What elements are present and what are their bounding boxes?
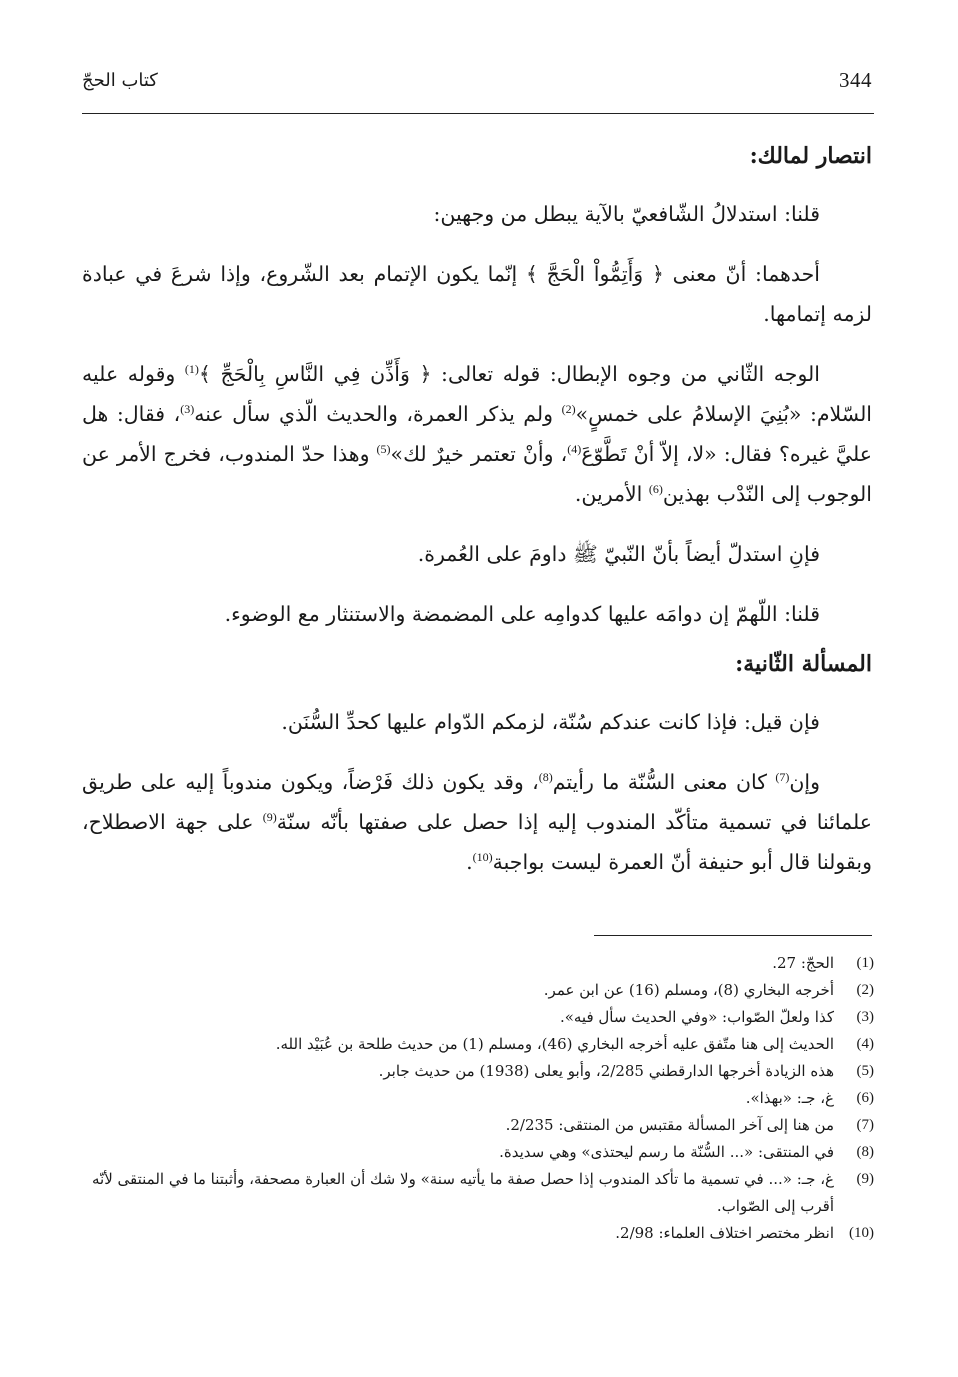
footnote-text: غ، جـ: «... في تسمية ما تأكد المندوب إذا حصل صفة ما يأتيه سنة» ولا شك أن العبارة مصحفة، وأثبتنا ما في المنتقى لأنّه أقرب إلى الصّواب. [92, 1170, 834, 1215]
footnote-number: (3) [856, 1009, 874, 1025]
page-number: 344 [839, 68, 872, 92]
footnote-text: أخرجه البخاري (8)، ومسلم (16) عن ابن عمر. [543, 981, 834, 999]
text-run: وإن [789, 770, 820, 794]
footnote-item [82, 1004, 874, 1031]
footnote-ref: (8) [538, 770, 553, 785]
footnote-item [82, 1031, 874, 1058]
text-run: ، وأنْ تعتمر خيرٌ لك» [390, 442, 568, 466]
paragraph-3 [82, 354, 872, 514]
footnote-ref: (6) [648, 482, 663, 497]
footnote-number: (2) [856, 982, 874, 998]
footnote-number: (1) [856, 955, 874, 971]
text-run: الوجه الثّاني من وجوه الإبطال: قوله تعالى: ﴿ وَأَذِّن فِي النَّاسِ بِالْحَجِّ ﴾ [198, 362, 820, 386]
footnotes [82, 950, 874, 1247]
footnote-ref: (10) [472, 850, 493, 865]
footnote-ref: (3) [180, 402, 195, 417]
footnote-ref: (4) [567, 442, 582, 457]
footnote-number: (5) [856, 1063, 874, 1079]
paragraph-2: أحدهما: أنّ معنى ﴿ وَأَتِمُّواْ الْحَجَّ ﴾ إنّما يكون الإتمام بعد الشّروع، وإذا شرعَ في عبادة لزمه إتمامها. [82, 262, 872, 326]
footnote-text: من هنا إلى آخر المسألة مقتبس من المنتقى: 2/235. [505, 1116, 834, 1134]
footnote-item [82, 1139, 874, 1166]
footnote-separator [594, 935, 872, 936]
main-text [82, 128, 872, 892]
footnote-text: في المنتقى: «... السُّنّة ما رسم ليحتذى» وهي سديدة. [499, 1143, 834, 1161]
footnote-item [82, 1058, 874, 1085]
footnote-item [82, 1112, 874, 1139]
footnote-item [82, 1166, 874, 1220]
text-run: ولم يذكر العمرة، والحديث الّذي سأل عنه [194, 402, 562, 426]
section-heading-2: المسألة الثّانية: [735, 651, 872, 677]
section-heading-1: انتصار لمالك: [749, 143, 872, 169]
footnote-number: (9) [856, 1171, 874, 1187]
paragraph-7 [82, 762, 872, 882]
footnote-text: غ، جـ: «بهذا». [745, 1089, 834, 1107]
footnote-item [82, 1220, 874, 1247]
running-title: كتاب الحجّ [82, 70, 158, 91]
footnote-number: (8) [856, 1144, 874, 1160]
footnote-text: الحديث إلى هنا متّفق عليه أخرجه البخاري (46)، ومسلم (1) من حديث طلحة بن عُبَيْد الله. [275, 1035, 834, 1053]
footnote-ref: (2) [561, 402, 576, 417]
footnote-item [82, 950, 874, 977]
footnote-number: (7) [856, 1117, 874, 1133]
text-run: وقوله عليه السّلام: «بُنِيَ الإسلامُ على خمسٍ» [82, 362, 873, 426]
footnote-item [82, 977, 874, 1004]
text-run: وهذا حدّ المندوب، فخرج الأمر عن الوجوب إلى النّدْب بهذين [82, 442, 872, 506]
text-run: على جهة الاصطلاح، وبقولنا قال أبو حنيفة أنّ العمرة ليست بواجبة [82, 810, 872, 874]
footnote-ref: (9) [262, 810, 277, 825]
paragraph-4: فإنِ استدلّ أيضاً بأنّ النّبيّ ﷺ داومَ على العُمرة. [417, 542, 820, 566]
footnote-ref: (5) [376, 442, 391, 457]
footnote-ref: (1) [184, 362, 199, 377]
footnote-number: (6) [856, 1090, 874, 1106]
footnote-number: (10) [849, 1225, 874, 1241]
footnote-text: الحجّ: 27. [772, 954, 834, 972]
text-run: كان معنى السُّنّة ما رأيتم [552, 770, 776, 794]
footnote-ref: (7) [775, 770, 790, 785]
header-rule [82, 113, 874, 114]
footnote-text: انظر مختصر اختلاف العلماء: 2/98. [615, 1224, 834, 1242]
paragraph-1: قلنا: استدلالُ الشّافعيّ بالآية يبطل من وجهين: [433, 202, 820, 226]
footnote-item [82, 1085, 874, 1112]
footnote-text: كذا ولعلّ الصّواب: «وفي الحديث سأل فيه». [559, 1008, 834, 1026]
paragraph-6: فإن قيل: فإذا كانت عندكم سُنّة، لزمكم الدّوام عليها كحدِّ السُّنَن. [281, 710, 820, 734]
text-run: . [466, 850, 473, 874]
text-run: ، وقد يكون ذلك فَرْضاً، ويكون مندوباً إليه على طريق علمائنا في تسمية متأكّد المندوب إليه إذا حصل على صفتها بأنّه سنّة [82, 770, 872, 834]
text-run: الأمرين. [574, 482, 649, 506]
page-header [82, 64, 872, 104]
text-run: ، فقال: هل عليَّ غيره؟ فقال: «لا، إلاّ أنْ تَطَّوّعَ [82, 402, 872, 466]
footnote-text: هذه الزيادة أخرجها الدارقطني 2/285، وأبو يعلى (1938) من حديث جابر. [378, 1062, 834, 1080]
footnote-number: (4) [856, 1036, 874, 1052]
paragraph-5: قلنا: اللّهمّ إن دوامَه عليها كدوامِه على المضمضة والاستنثار مع الوضوء. [224, 602, 820, 626]
